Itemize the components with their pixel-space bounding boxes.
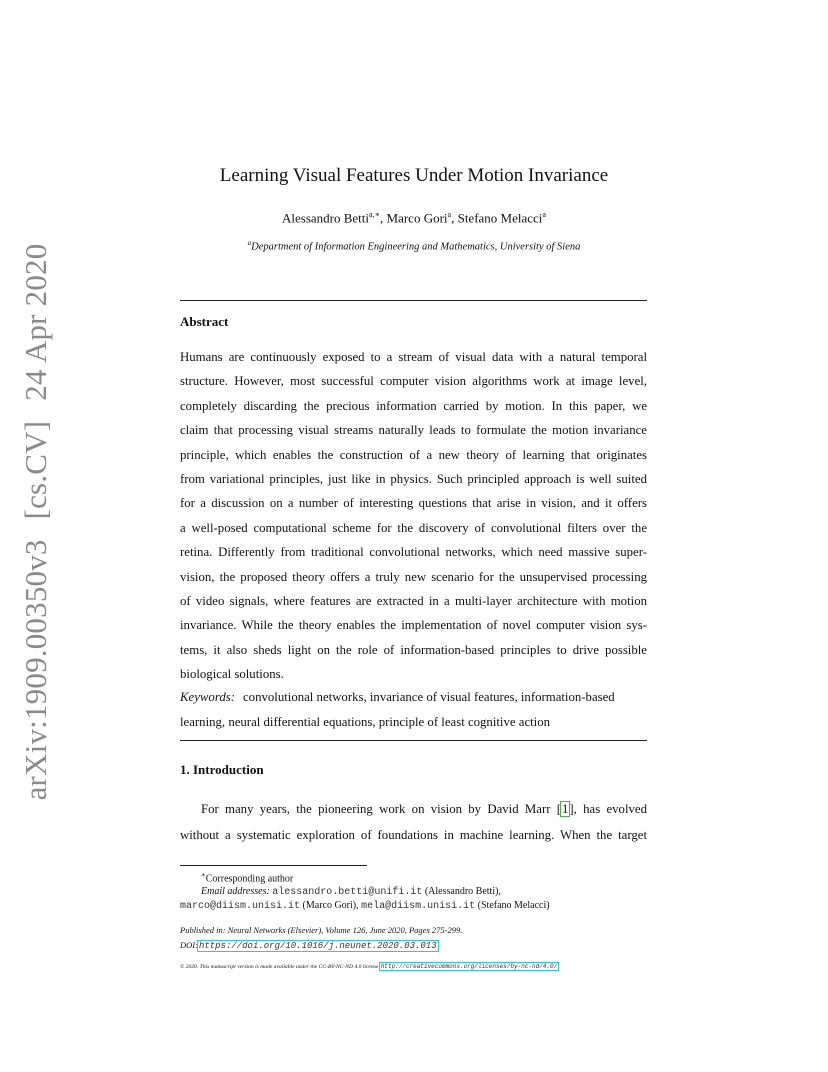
introduction-text: ], has evolved (569, 802, 647, 816)
abstract-line: claim that processing visual streams naturally leads to formulate the motion invariance (180, 423, 647, 438)
arxiv-stamp (18, 238, 54, 807)
arxiv-date: 24 Apr 2020 (18, 243, 53, 401)
abstract-line: Humans are continuously exposed to a stream of visual data with a natural temporal (180, 350, 647, 364)
abstract-line: retina. Differently from traditional convolutional networks, which need massive super- (180, 545, 647, 560)
abstract-body (180, 345, 647, 686)
keywords-line (180, 685, 647, 710)
affiliation (0, 239, 828, 253)
citation-link[interactable]: 1 (562, 802, 569, 816)
abstract-line: vision, the proposed theory offers a truly new scenario for the unsupervised processing (180, 569, 647, 584)
keywords-line: learning, neural differential equations, principle of least cognitive action (180, 715, 551, 729)
keywords-text: convolutional networks, invariance of visual features, information-based (242, 690, 615, 704)
keywords-label: Keywords: (180, 690, 235, 704)
abstract-line: of video signals, where features are extracted in a multi-layer architecture with motion (180, 593, 647, 608)
author-separator: , (380, 210, 387, 226)
author-affiliation-mark: a,∗ (369, 210, 381, 219)
introduction-text: For many years, the pioneering work on vision by David Marr [ (201, 802, 562, 816)
footnote-mark: ∗ (201, 871, 206, 879)
section-heading-introduction: 1. Introduction (180, 762, 264, 777)
abstract-bottom-rule (180, 740, 647, 741)
abstract-line: completely discarding the precious information carried by motion. In this paper, we (180, 398, 647, 413)
abstract-line: invariance. While the theory enables the implementation of novel computer vision sys- (180, 618, 647, 633)
abstract-line: a well-posed computational scheme for the discovery of convolutional filters over the (180, 520, 647, 535)
abstract-top-rule (180, 300, 647, 301)
email-owner: (Alessandro Betti), (424, 886, 501, 898)
author-name: Marco Gori (386, 210, 448, 226)
publication-note: Published in: Neural Networks (Elsevier), Volume 126, June 2020, Pages 275-299. (180, 925, 463, 935)
author-separator: , (451, 210, 458, 226)
paper-title: Learning Visual Features Under Motion Invariance (219, 165, 609, 186)
license-link[interactable]: http://creativecommons.org/licenses/by-nc-nd/4.0/ (380, 963, 558, 970)
author-list (0, 210, 828, 226)
arxiv-id: arXiv:1909.00350v3 (18, 539, 53, 801)
email-link[interactable]: marco@diism.unisi.it (180, 901, 301, 913)
doi-line (180, 940, 438, 951)
introduction-body (180, 796, 647, 848)
arxiv-category: [cs.CV] (18, 420, 53, 520)
email-label: Email addresses: (201, 886, 270, 898)
doi-link[interactable]: https://doi.org/10.1016/j.neunet.2020.03.013 (198, 941, 437, 951)
author-name: Alessandro Betti (282, 210, 370, 226)
introduction-line (180, 796, 647, 822)
footnote-emails-cont (180, 899, 680, 913)
abstract-line: structure. However, most successful computer vision algorithms work at image level, (180, 374, 647, 389)
email-owner: (Stefano Melacci) (477, 900, 550, 912)
footnote-text: Corresponding author (205, 873, 294, 885)
footnotes (180, 869, 680, 913)
abstract-line: biological solutions. (180, 667, 284, 682)
footnote-emails (180, 885, 680, 899)
affiliation-mark: a (247, 239, 252, 247)
footnote-corresponding (180, 869, 680, 885)
affiliation-text: Department of Information Engineering and Mathematics, University of Siena (251, 241, 581, 253)
abstract-heading: Abstract (180, 314, 229, 329)
license-line (180, 963, 558, 970)
abstract-line: for a discussion on a number of interesting questions that arise in vision, and it offers (180, 496, 647, 511)
abstract-line: tems, it also sheds light on the role of information-based principles to drive possible (180, 642, 647, 657)
keywords (180, 685, 647, 735)
email-link[interactable]: mela@diism.unisi.it (361, 901, 476, 913)
license-text: © 2020. This manuscript version is made available under the CC-BY-NC-ND 4.0 license (180, 964, 379, 970)
author-affiliation-mark: a (542, 210, 546, 219)
email-link[interactable]: alessandro.betti@unifi.it (272, 887, 423, 899)
introduction-line: without a systematic exploration of foundations in machine learning. When the target (180, 828, 647, 842)
author-name: Stefano Melacci (457, 210, 543, 226)
abstract-line: principle, which enables the construction of a new theory of learning that originates (180, 447, 647, 462)
footnote-rule (180, 865, 367, 866)
abstract-line: from variational principles, just like in physics. Such principled approach is well suited (180, 471, 647, 486)
email-owner: (Marco Gori), (302, 900, 359, 912)
doi-label: DOI: (180, 940, 198, 950)
author-affiliation-mark: a (447, 210, 452, 219)
